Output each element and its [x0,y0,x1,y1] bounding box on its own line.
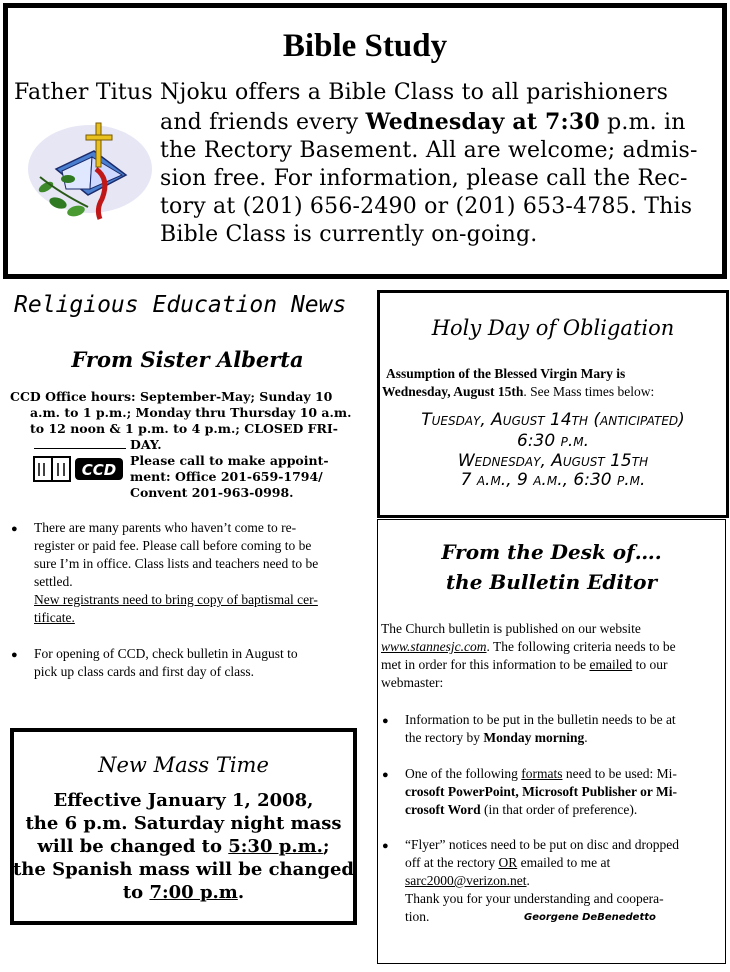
desk-intro-line-4: webmaster: [381,675,444,690]
ccd-logo-icon [33,454,125,484]
holy-day-time-4: 7 a.m., 9 a.m., 6:30 p.m. [460,470,646,490]
ccd-logo-text: CCD [81,461,117,479]
ccd-line-1: CCD Office hours: September-May; Sunday 10 [10,389,333,404]
desk-b3-line-4: Thank you for your understanding and coopera- [405,891,664,906]
desk-title-line-2: the Bulletin Editor [445,570,658,594]
desk-intro-line-3: met in order for this information to be emailed to our [381,657,668,672]
desk-b3-line-1: “Flyer” notices need to be put on disc and dropped [405,837,680,852]
bible-line-4: sion free. For information, please call the Rec- [160,166,688,191]
holy-day-time-3: Wednesday, August 15th [457,451,649,471]
bullet-2-line-1: For opening of CCD, check bulletin in August to [34,646,298,661]
bible-line-5: tory at (201) 656-2490 or (201) 653-4785. This [160,194,693,219]
ccd-line-5: Please call to make appoint- [130,453,329,468]
desk-intro-line-2: www.stannesjc.com. The following criteria needs to be [381,639,676,654]
desk-b3-line-2: off at the rectory OR emailed to me at [405,855,611,870]
ccd-line-2: a.m. to 1 p.m.; Monday thru Thursday 10 a.m. [30,405,352,420]
holy-day-line-1: Assumption of the Blessed Virgin Mary is [386,366,626,381]
ccd-line-7: Convent 201-963-0998. [130,485,294,500]
bullet-1-line-6: tificate. [34,610,75,625]
desk-b1-line-1: Information to be put in the bulletin needs to be at [405,712,676,727]
ccd-line-3: to 12 noon & 1 p.m. to 4 p.m.; CLOSED FRI- [30,421,338,436]
ccd-line-6: ment: Office 201-659-1794/ [130,469,323,484]
mass-line-5: to 7:00 p.m. [122,882,245,903]
ccd-rule [34,448,126,449]
desk-bullet-1-dot: ● [382,715,389,727]
desk-bullet-3-dot: ● [382,840,389,852]
ccd-line-4: DAY. [130,437,162,452]
mass-line-2: the 6 p.m. Saturday night mass [25,813,342,834]
holy-day-time-2: 6:30 p.m. [517,431,589,451]
holy-day-title: Holy Day of Obligation [431,316,675,340]
bible-line-3: the Rectory Basement. All are welcome; admis- [160,138,698,163]
editor-signature: Georgene DeBenedetto [524,912,656,923]
bullet-2-dot: ● [11,649,18,661]
mass-line-4: the Spanish mass will be changed [12,859,355,880]
desk-b2-line-1: One of the following formats need to be used: Mi- [405,766,677,781]
desk-b3-line-5: tion. [405,909,430,924]
bullet-1-line-3: sure I’m in office. Class lists and teachers need to be [34,556,319,571]
desk-b2-line-2: crosoft PowerPoint, Microsoft Publisher or Mi- [405,784,677,799]
new-mass-time-title: New Mass Time [98,753,269,777]
desk-b1-line-2: the rectory by Monday morning. [405,730,588,745]
bible-study-title: Bible Study [282,28,448,64]
desk-intro-line-1: The Church bulletin is published on our website [381,621,641,636]
desk-bullet-2-dot: ● [382,769,389,781]
bullet-1-dot: ● [11,523,18,535]
bullet-1-line-5: New registrants need to bring copy of baptismal cer- [34,592,318,607]
bullet-1-line-4: settled. [34,574,73,589]
bullet-2-line-2: pick up class cards and first day of class. [34,664,255,679]
bullet-1-line-2: register or paid fee. Please call before coming to be [34,538,312,553]
desk-b2-line-3: crosoft Word (in that order of preference). [405,802,638,817]
mass-line-3: will be changed to 5:30 p.m.; [37,836,330,857]
bible-line-2: and friends every Wednesday at 7:30 p.m. in [160,109,686,135]
desk-b3-line-3: sarc2000@verizon.net. [405,873,530,888]
bible-line-6: Bible Class is currently on-going. [160,222,538,247]
desk-title-line-1: From the Desk of…. [441,540,662,564]
bible-line-1: Father Titus Njoku offers a Bible Class to all parishioners [14,80,669,105]
email-link[interactable]: sarc2000@verizon.net [405,873,527,888]
bullet-1-line-1: There are many parents who haven’t come to re- [34,520,297,535]
religious-education-title: Religious Education News [14,292,347,318]
mass-line-1: Effective January 1, 2008, [53,790,314,811]
bible-cross-clipart-icon [26,117,154,227]
holy-day-time-1: Tuesday, August 14th (anticipated) [421,410,685,430]
from-sister-alberta-heading: From Sister Alberta [71,347,304,372]
website-link[interactable]: www.stannesjc.com [381,639,487,654]
holy-day-line-2: Wednesday, August 15th. See Mass times below: [382,384,655,399]
